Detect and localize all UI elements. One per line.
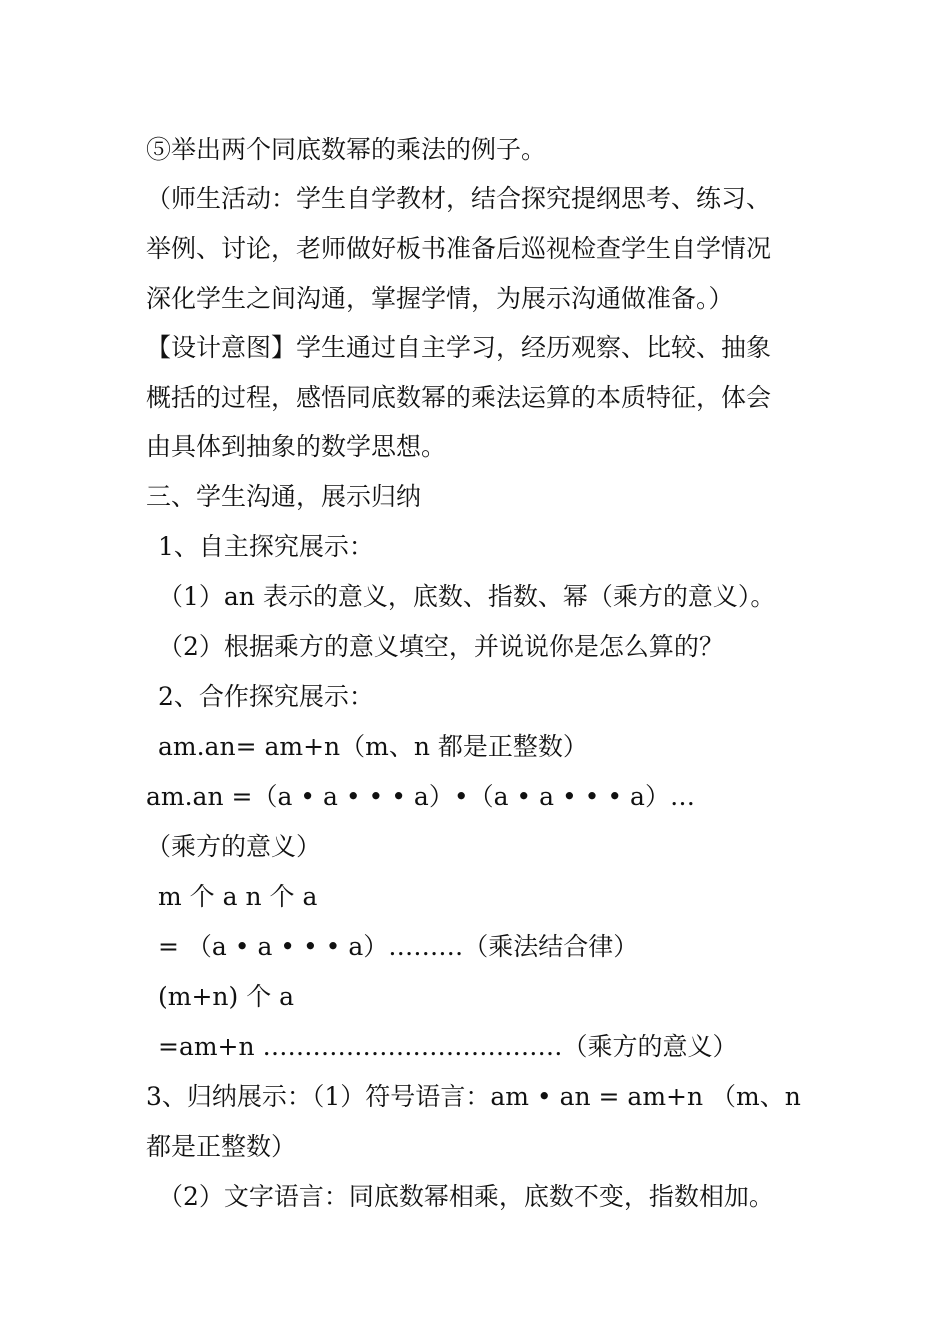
text-line: （师生活动：学生自学教材，结合探究提纲思考、练习、	[146, 184, 772, 213]
text-line: 概括的过程，感悟同底数幂的乘法运算的本质特征，体会	[146, 383, 772, 412]
text-line: （2）根据乘方的意义填空，并说说你是怎么算的？	[158, 632, 724, 661]
text-line: （1）an 表示的意义，底数、指数、幂（乘方的意义）。	[158, 582, 776, 611]
formula-line: m 个 a n 个 a	[158, 882, 318, 911]
text-line: ⑤举出两个同底数幂的乘法的例子。	[146, 135, 547, 164]
formula-line: am.an= am+n（m、n 都是正整数）	[158, 732, 588, 761]
text-line: （乘方的意义）	[146, 832, 322, 861]
formula-line: =am+n ………………………………（乘方的意义）	[158, 1032, 738, 1061]
formula-line: = （a • a • • • a）………（乘法结合律）	[158, 932, 639, 961]
text-line: 举例、讨论，老师做好板书准备后巡视检查学生自学情况	[146, 234, 772, 263]
text-line: 3、归纳展示：（1）符号语言：am • an = am+n （m、n	[146, 1082, 801, 1111]
text-line: 都是正整数）	[146, 1132, 297, 1161]
text-line: 【设计意图】学生通过自主学习，经历观察、比较、抽象	[146, 333, 772, 362]
text-line: 深化学生之间沟通，掌握学情，为展示沟通做准备。）	[146, 284, 734, 313]
text-line: （2）文字语言：同底数幂相乘，底数不变，指数相加。	[158, 1182, 774, 1211]
formula-line: am.an =（a • a • • • a）•（a • a • • • a）…	[146, 782, 695, 811]
text-line: 由具体到抽象的数学思想。	[146, 432, 447, 461]
formula-line: (m+n) 个 a	[158, 982, 295, 1011]
text-line: 1、自主探究展示：	[158, 532, 374, 561]
text-line: 2、合作探究展示：	[158, 682, 374, 711]
section-heading: 三、学生沟通，展示归纳	[146, 482, 422, 511]
